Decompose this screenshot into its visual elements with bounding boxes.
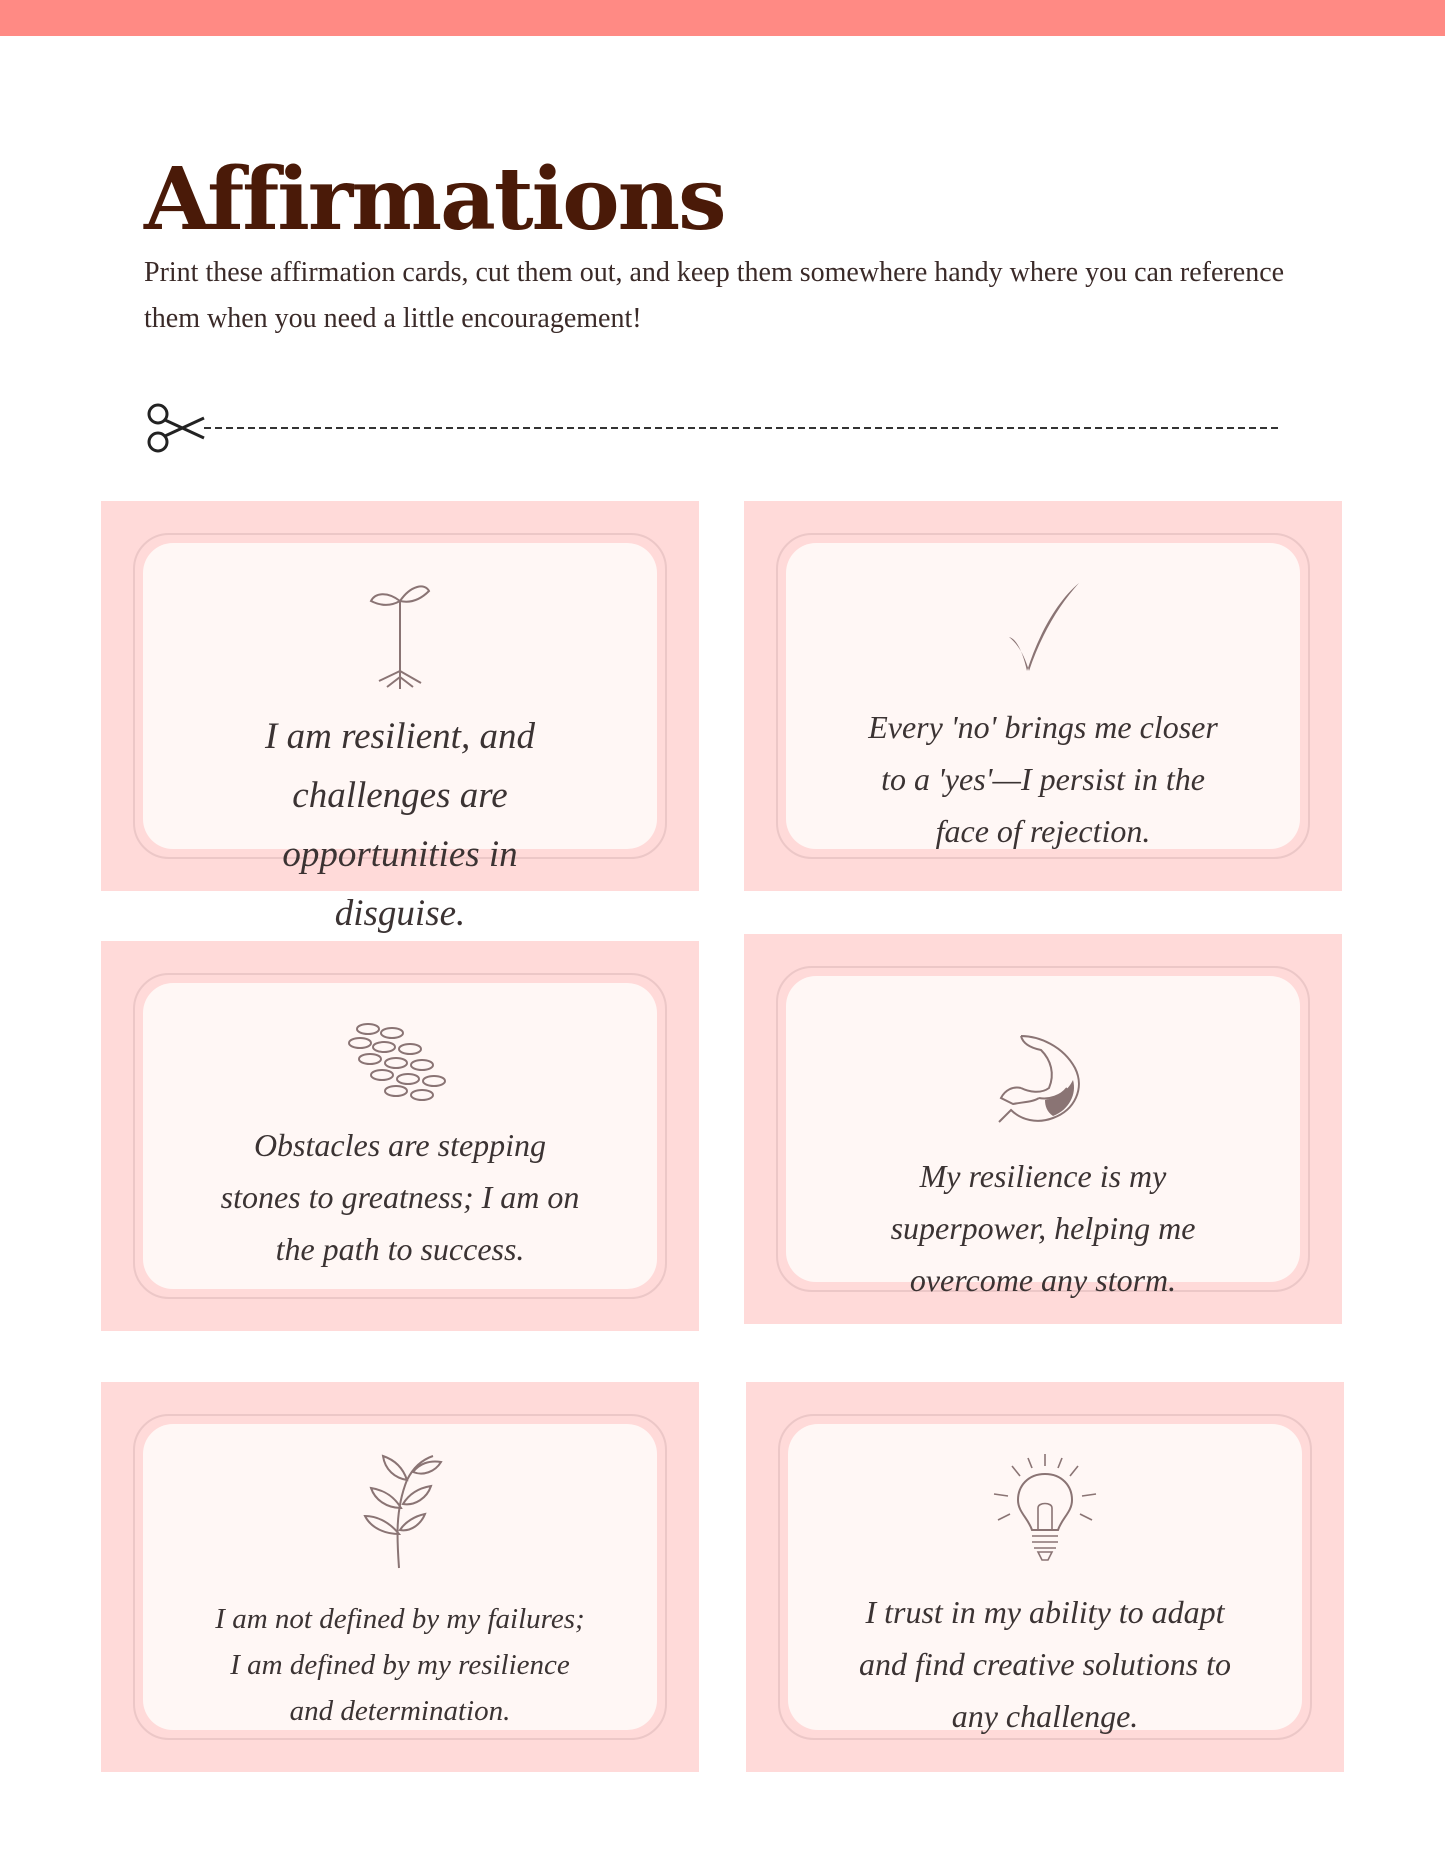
cut-line <box>146 400 1286 456</box>
sprout-icon <box>365 571 435 691</box>
affirmation-text: Obstacles are stepping stones to greatness; I am on the path to success. <box>220 1127 580 1267</box>
flexed-arm-icon <box>993 1030 1093 1130</box>
scissors-icon <box>149 405 204 451</box>
card-panel <box>143 1424 657 1730</box>
leafy-branch-icon <box>355 1450 445 1570</box>
affirmation-text: I am resilient, and challenges are opportunities in disguise. <box>265 716 535 934</box>
page-title: Affirmations <box>144 149 725 250</box>
card-panel <box>788 1424 1302 1734</box>
affirmation-text: I trust in my ability to adapt and find creative solutions to any challenge. <box>858 1594 1232 1734</box>
card-panel <box>786 976 1300 1298</box>
intro-text: Print these affirmation cards, cut them out, and keep them somewhere handy where you can reference them when you need a little encouragement! <box>144 257 1285 334</box>
stepping-stones-icon <box>340 1019 460 1109</box>
affirmation-card <box>744 501 1342 891</box>
affirmation-card <box>101 941 699 1331</box>
card-panel <box>786 543 1300 849</box>
affirmation-card <box>101 501 699 934</box>
affirmation-card <box>744 934 1342 1324</box>
card-panel <box>143 983 657 1289</box>
affirmation-text: My resilience is my superpower, helping me overcome any storm. <box>890 1158 1196 1298</box>
card-panel <box>143 543 657 934</box>
affirmation-card <box>101 1382 699 1772</box>
lightbulb-icon <box>990 1452 1100 1567</box>
affirmation-card <box>746 1382 1344 1772</box>
affirmation-text: I am not defined by my failures; I am defined by my resilience and determination. <box>215 1603 585 1727</box>
affirmation-text: Every 'no' brings me closer to a 'yes'—I persist in the face of rejection. <box>868 709 1218 849</box>
checkmark-icon <box>1003 579 1083 679</box>
top-accent-band <box>0 0 1445 36</box>
